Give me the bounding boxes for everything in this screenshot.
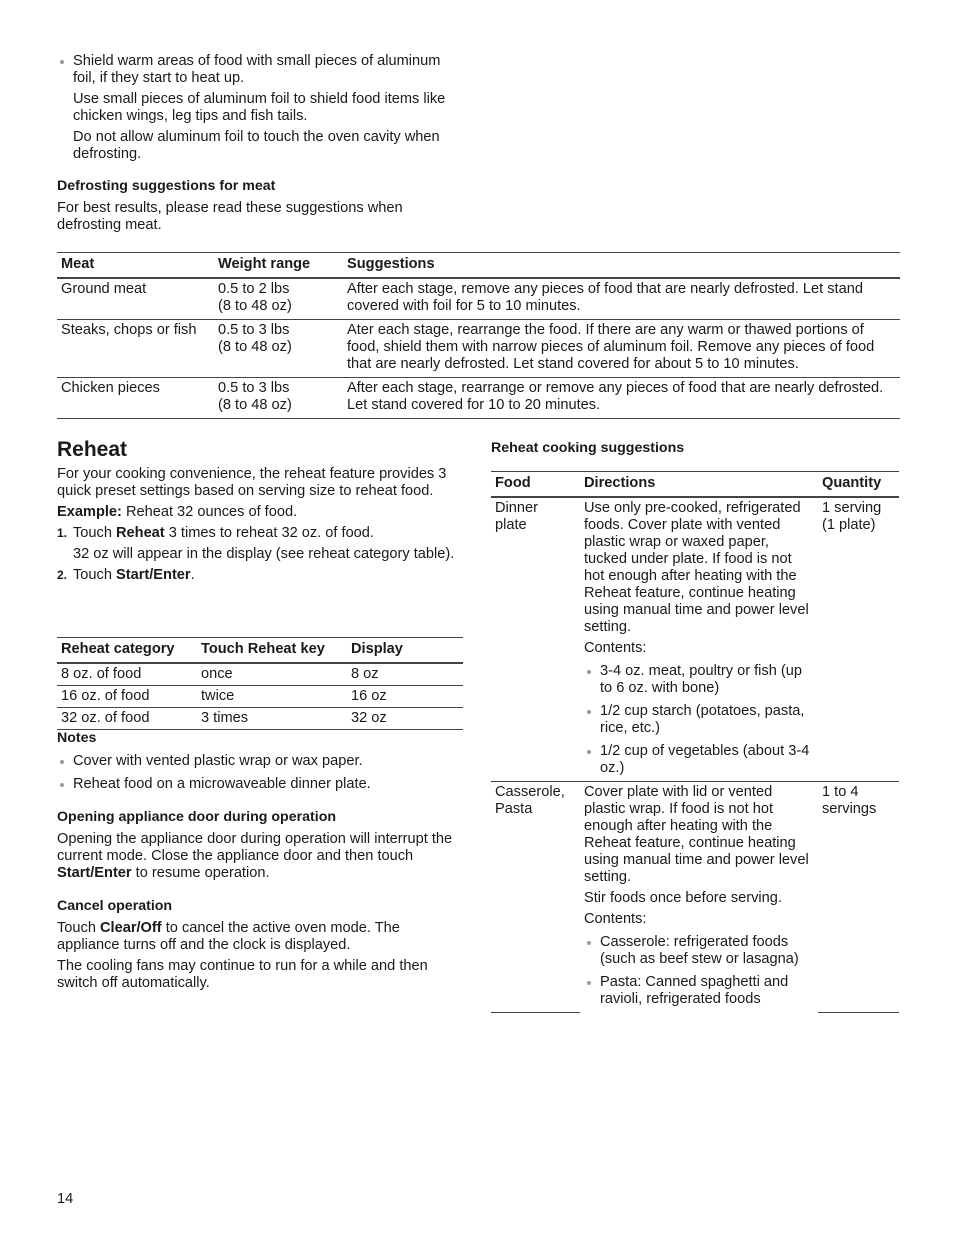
step-text: 3 times to reheat 32 oz. of food. — [164, 525, 374, 541]
notes-heading: Notes — [57, 730, 97, 746]
table-row — [57, 320, 900, 378]
weight-cell — [214, 378, 343, 419]
list-item: 1/2 cup starch (potatoes, pasta, rice, etc.) — [584, 703, 814, 737]
intro-bullet-text-3: Do not allow aluminum foil to touch the oven cavity when defrosting. — [73, 129, 440, 162]
reheat-section — [57, 438, 463, 584]
display-cell: 16 oz — [347, 686, 463, 708]
weight-oz: (8 to 48 oz) — [218, 339, 292, 355]
cancel-text-part: Touch — [57, 920, 100, 936]
door-text-part: to resume operation. — [131, 865, 270, 881]
meat-cell: Steaks, chops or fish — [57, 320, 214, 378]
start-enter-key-label: Start/Enter — [57, 865, 132, 881]
list-item: 1/2 cup of vegetables (about 3-4 oz.) — [584, 743, 814, 777]
directions-cell — [580, 782, 818, 1013]
weight-cell — [214, 278, 343, 320]
directions-cell — [580, 497, 818, 782]
table-row — [57, 663, 463, 686]
start-enter-key-label: Start/Enter — [116, 567, 191, 583]
list-item: Pasta: Canned spaghetti and ravioli, refrigerated foods — [584, 974, 814, 1008]
page-number: 14 — [57, 1191, 74, 1207]
col-reheat-category: Reheat category — [57, 638, 197, 664]
cancel-heading: Cancel operation — [57, 898, 173, 914]
reheat-table-header — [57, 638, 463, 664]
weight-lbs: 0.5 to 3 lbs — [218, 380, 290, 396]
list-item: 3-4 oz. meat, poultry or fish (up to 6 oz. with bone) — [584, 663, 814, 697]
display-cell: 32 oz — [347, 708, 463, 730]
defrost-table — [57, 252, 900, 419]
table-row — [57, 278, 900, 320]
example-label: Example: — [57, 504, 122, 520]
food-cell: Dinner plate — [491, 497, 580, 782]
col-display: Display — [347, 638, 463, 664]
directions-text: Use only pre-cooked, refrigerated foods. Cover plate with vented plastic wrap or waxed paper, tucked under plate. If food is not hot enough after heating with the Reheat feature, continue heating using manual time and power level setting. — [584, 500, 809, 635]
contents-label: Contents: — [584, 640, 647, 656]
table-row — [491, 782, 899, 1013]
suggestions-heading: Reheat cooking suggestions — [491, 440, 685, 456]
reheat-example — [57, 504, 463, 521]
category-cell: 16 oz. of food — [57, 686, 197, 708]
notes-section — [57, 730, 463, 992]
step-number: 2. — [57, 568, 68, 582]
col-touch-reheat-key: Touch Reheat key — [197, 638, 347, 664]
defrost-heading: Defrosting suggestions for meat — [57, 178, 276, 194]
intro-bullet: Shield warm areas of food with small pieces of aluminum foil, if they start to heat up. — [57, 53, 457, 87]
suggestion-cell: Ater each stage, rearrange the food. If there are any warm or thawed portions of food, shield them with narrow pieces of aluminum foil. Remove any pieces of food that are nearly defrosted. Let stand covered for about 5 to 10 minutes. — [343, 320, 900, 378]
directions-text: Cover plate with lid or vented plastic wrap. If food is not hot enough after heating with the Reheat feature, continue heating using manual time and power level setting. — [584, 784, 809, 885]
col-meat: Meat — [57, 253, 214, 279]
col-quantity: Quantity — [818, 472, 899, 498]
col-food: Food — [491, 472, 580, 498]
table-row — [491, 497, 899, 782]
weight-lbs: 0.5 to 3 lbs — [218, 322, 290, 338]
defrost-table-header — [57, 253, 900, 279]
weight-oz: (8 to 48 oz) — [218, 298, 292, 314]
reheat-step-1-note: 32 oz will appear in the display (see reheat category table). — [73, 546, 455, 562]
example-text: Reheat 32 ounces of food. — [121, 504, 298, 520]
reheat-step-1 — [57, 525, 463, 542]
door-text — [57, 831, 463, 882]
step-text: Touch — [73, 567, 116, 583]
reheat-intro: For your cooking convenience, the reheat feature provides 3 quick preset settings based on serving size to reheat food. — [57, 466, 447, 499]
reheat-suggestions-table — [491, 471, 899, 1013]
suggestion-cell: After each stage, rearrange or remove any pieces of food that are nearly defrosted. Let stand covered for 10 to 20 minutes. — [343, 378, 900, 419]
suggestion-cell: After each stage, remove any pieces of food that are nearly defrosted. Let stand covered with foil for 5 to 10 minutes. — [343, 278, 900, 320]
cancel-note: The cooling fans may continue to run for a while and then switch off automatically. — [57, 958, 428, 991]
key-cell: twice — [197, 686, 347, 708]
stir-note: Stir foods once before serving. — [584, 890, 782, 906]
weight-oz: (8 to 48 oz) — [218, 397, 292, 413]
suggestions-table-header — [491, 472, 899, 498]
display-cell: 8 oz — [347, 663, 463, 686]
door-heading: Opening appliance door during operation — [57, 809, 337, 825]
category-cell: 8 oz. of food — [57, 663, 197, 686]
col-weight: Weight range — [214, 253, 343, 279]
reheat-key-label: Reheat — [116, 525, 165, 541]
door-text-part: Opening the appliance door during operation will interrupt the current mode. Close the appliance door and then touch — [57, 831, 453, 864]
list-item: Cover with vented plastic wrap or wax paper. — [57, 753, 463, 770]
contents-label: Contents: — [584, 911, 647, 927]
list-item: Reheat food on a microwaveable dinner plate. — [57, 776, 463, 793]
intro-bullet-block — [57, 53, 457, 163]
step-text: . — [190, 567, 195, 583]
col-directions: Directions — [580, 472, 818, 498]
intro-bullet-text-2: Use small pieces of aluminum foil to shield food items like chicken wings, leg tips and fish tails. — [73, 91, 446, 124]
reheat-step-2 — [57, 567, 463, 584]
cancel-text — [57, 920, 463, 954]
meat-cell: Ground meat — [57, 278, 214, 320]
weight-lbs: 0.5 to 2 lbs — [218, 281, 290, 297]
defrost-intro: For best results, please read these suggestions when defrosting meat. — [57, 200, 403, 233]
clear-off-key-label: Clear/Off — [100, 920, 162, 936]
list-item: Casserole: refrigerated foods (such as beef stew or lasagna) — [584, 934, 814, 968]
reheat-title: Reheat — [57, 438, 128, 461]
step-number: 1. — [57, 526, 68, 540]
meat-cell: Chicken pieces — [57, 378, 214, 419]
quantity-cell: 1 serving (1 plate) — [818, 497, 899, 782]
col-suggestions: Suggestions — [343, 253, 900, 279]
step-text: Touch — [73, 525, 116, 541]
weight-cell — [214, 320, 343, 378]
cancel-text-part: to cancel the active oven mode. The appliance turns off and the clock is displayed. — [57, 920, 400, 953]
table-row — [57, 378, 900, 419]
food-cell: Casserole, Pasta — [491, 782, 580, 1013]
table-row — [57, 708, 463, 730]
reheat-category-table — [57, 637, 463, 730]
key-cell: once — [197, 663, 347, 686]
category-cell: 32 oz. of food — [57, 708, 197, 730]
table-row — [57, 686, 463, 708]
key-cell: 3 times — [197, 708, 347, 730]
quantity-cell: 1 to 4 servings — [818, 782, 899, 1013]
